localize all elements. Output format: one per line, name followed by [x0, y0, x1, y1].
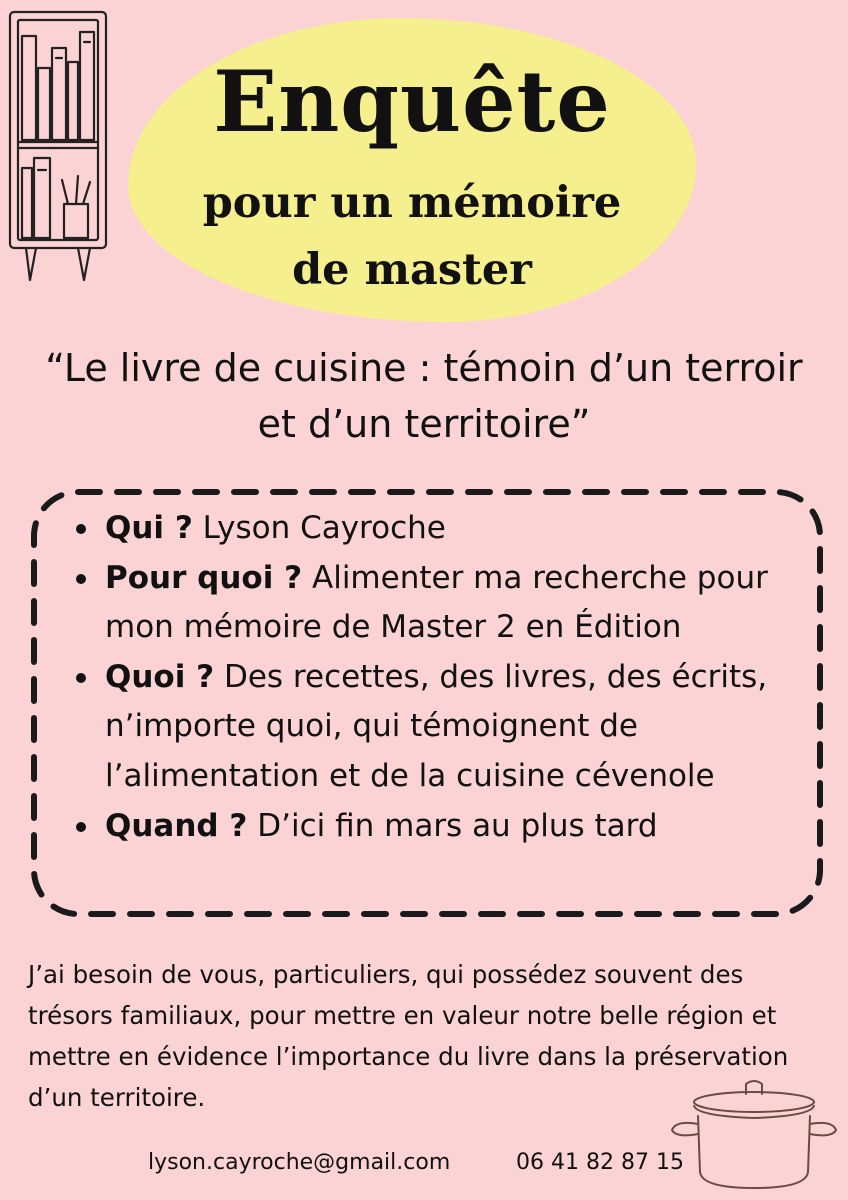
list-item	[68, 802, 798, 852]
item-label: Quand ?	[105, 807, 248, 844]
item-label: Quoi ?	[105, 658, 215, 695]
page-subtitle-line2: de master	[292, 245, 532, 295]
page-title: Enquête	[213, 52, 611, 151]
item-text: D’ici fin mars au plus tard	[247, 807, 658, 844]
cooking-pot-icon	[668, 1076, 844, 1192]
contact-email-link[interactable]: lyson.cayroche@gmail.com	[148, 1150, 451, 1175]
contact-phone[interactable]: 06 41 82 87 15	[516, 1150, 684, 1175]
list-item	[68, 504, 798, 554]
info-list	[68, 504, 798, 851]
thesis-quote: “Le livre de cuisine : témoin d’un terroir et d’un territoire”	[45, 346, 803, 446]
list-item	[68, 554, 798, 653]
bookshelf-icon	[6, 8, 110, 288]
list-item	[68, 653, 798, 802]
appeal-paragraph: J’ai besoin de vous, particuliers, qui possédez souvent des trésors familiaux, pour mettre en valeur notre belle région et mettre en évidence l’importance du livre dans la préservation d’un territoire.	[28, 960, 789, 1112]
item-text: Alimenter ma recherche pour mon mémoire de Master 2 en Édition	[105, 559, 768, 646]
item-label: Pour quoi ?	[105, 559, 303, 596]
item-label: Qui ?	[105, 510, 193, 546]
item-text: Lyson Cayroche	[192, 510, 446, 546]
page-subtitle-line1: pour un mémoire	[202, 178, 622, 228]
item-text: Des recettes, des livres, des écrits, n’importe quoi, qui témoignent de l’alimentation et de la cuisine cévenole	[105, 658, 768, 794]
